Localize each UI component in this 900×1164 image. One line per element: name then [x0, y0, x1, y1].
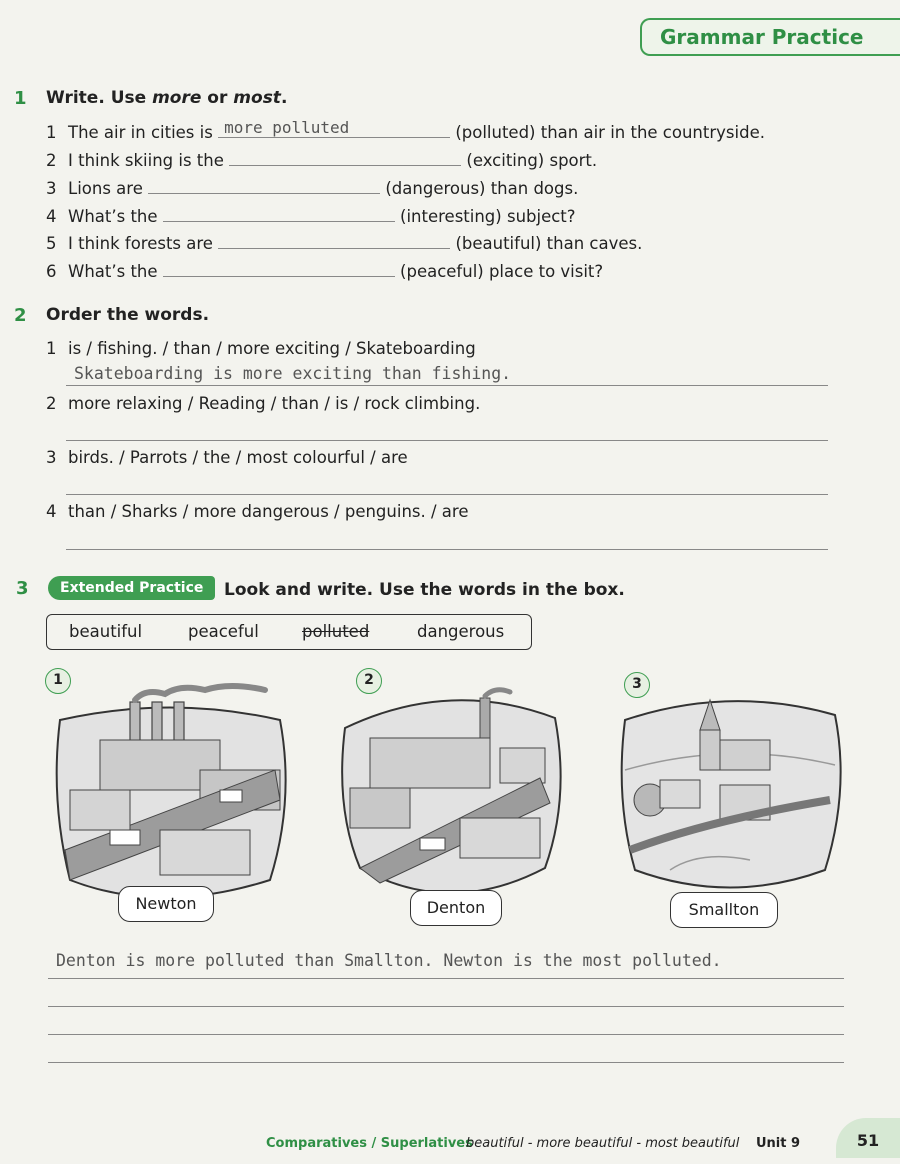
ex3-line-4[interactable] — [48, 1062, 844, 1063]
word-polluted: polluted — [302, 622, 370, 641]
ex1-item-3: 3 Lions are (dangerous) than dogs. — [46, 175, 578, 198]
answer-blank[interactable] — [163, 203, 395, 222]
word-dangerous: dangerous — [417, 622, 505, 641]
smallton-illustration — [610, 680, 850, 900]
denton-illustration — [330, 668, 570, 908]
answer-blank[interactable] — [163, 258, 395, 277]
picture-3-number: 3 — [624, 672, 650, 698]
town-label-newton: Newton — [118, 886, 214, 922]
answer-blank[interactable]: more polluted — [218, 119, 450, 138]
footer-example: beautiful - more beautiful - most beautiful — [466, 1136, 740, 1151]
ex1-item-4: 4 What’s the (interesting) subject? — [46, 203, 576, 226]
ex2-item-1-prompt: 1 is / fishing. / than / more exciting / Skateboarding — [46, 339, 476, 358]
ex1-item-5: 5 I think forests are (beautiful) than caves. — [46, 230, 642, 253]
picture-1-number: 1 — [45, 668, 71, 694]
exercise-3-number: 3 — [16, 578, 29, 599]
ex1-item-2: 2 I think skiing is the (exciting) sport. — [46, 147, 597, 170]
town-label-denton: Denton — [410, 890, 502, 926]
ex3-answer: Denton is more polluted than Smallton. Newton is the most polluted. — [56, 951, 722, 970]
newton-illustration — [40, 680, 300, 910]
section-tag: Grammar Practice — [640, 18, 900, 56]
answer-blank[interactable] — [148, 175, 380, 194]
ex2-answer-line-1[interactable] — [66, 385, 828, 386]
exercise-1-title: Write. Use more or most. — [46, 88, 288, 108]
exercise-2-title: Order the words. — [46, 305, 210, 325]
ex1-item-1: 1 The air in cities is more polluted (polluted) than air in the countryside. — [46, 118, 765, 142]
ex3-line-2[interactable] — [48, 1006, 844, 1007]
exercise-3-title: Look and write. Use the words in the box. — [224, 580, 625, 600]
footer-topic: Comparatives / Superlatives — [266, 1136, 473, 1151]
ex2-item-3-prompt: 3 birds. / Parrots / the / most colourful / are — [46, 448, 408, 467]
town-label-smallton: Smallton — [670, 892, 778, 928]
ex2-answer-line-4[interactable] — [66, 549, 828, 550]
picture-2-number: 2 — [356, 668, 382, 694]
ex3-line-1[interactable] — [48, 978, 844, 979]
answer-blank[interactable] — [229, 147, 461, 166]
ex2-item-2-prompt: 2 more relaxing / Reading / than / is / rock climbing. — [46, 394, 481, 413]
word-box — [46, 614, 532, 650]
extended-practice-badge: Extended Practice — [48, 576, 215, 600]
word-beautiful: beautiful — [69, 622, 143, 641]
exercise-1-number: 1 — [14, 88, 27, 109]
ex2-answer-line-2[interactable] — [66, 440, 828, 441]
ex2-answer-1: Skateboarding is more exciting than fishing. — [74, 364, 512, 383]
exercise-2-number: 2 — [14, 305, 27, 326]
ex2-item-4-prompt: 4 than / Sharks / more dangerous / penguins. / are — [46, 502, 469, 521]
ex1-item-6: 6 What’s the (peaceful) place to visit? — [46, 258, 603, 281]
word-peaceful: peaceful — [188, 622, 259, 641]
ex2-answer-line-3[interactable] — [66, 494, 828, 495]
ex3-line-3[interactable] — [48, 1034, 844, 1035]
footer-unit: Unit 9 — [756, 1136, 801, 1151]
answer-blank[interactable] — [218, 230, 450, 249]
page-number: 51 — [836, 1118, 900, 1158]
